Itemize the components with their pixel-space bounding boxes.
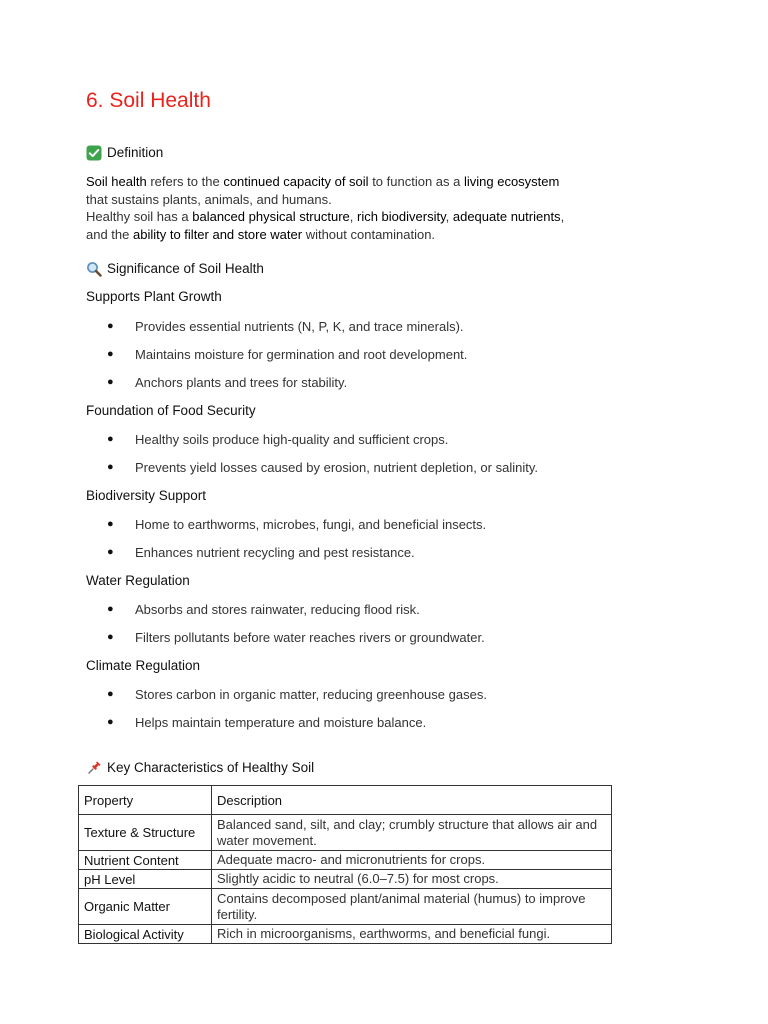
group-title-food-security: Foundation of Food Security [86, 403, 256, 418]
bullet-dot: ● [107, 603, 114, 615]
table-row [79, 870, 612, 889]
list-item [107, 544, 415, 561]
list-item [107, 431, 448, 448]
cell-description: Adequate macro- and micronutrients for crops. [212, 851, 612, 870]
list-item [107, 601, 420, 618]
bullet-dot: ● [107, 546, 114, 558]
text-run: without contamination. [302, 226, 436, 242]
bold-term: continued capacity of soil [223, 174, 369, 189]
list-item-text: Maintains moisture for germination and root development. [135, 347, 468, 362]
list-item-text: Anchors plants and trees for stability. [135, 375, 348, 390]
bold-term: living ecosystem [463, 174, 560, 189]
cell-property: Biological Activity [79, 925, 212, 944]
bullet-dot: ● [107, 320, 114, 332]
table-row [79, 925, 612, 944]
bold-term: Soil health [86, 174, 147, 189]
definition-heading-text: Definition [107, 145, 164, 160]
text-run: , [445, 209, 453, 224]
text-run: , [349, 209, 357, 224]
text-run: refers to the [146, 174, 224, 189]
cell-property: Nutrient Content [79, 851, 212, 870]
definition-line-3 [86, 208, 646, 226]
bullet-dot: ● [107, 518, 114, 530]
bold-term: ability to filter and store water [133, 226, 303, 242]
text-run: , [560, 209, 565, 224]
list-item-text: Provides essential nutrients (N, P, K, and trace minerals). [135, 319, 464, 334]
characteristics-heading-text: Key Characteristics of Healthy Soil [107, 760, 315, 775]
definition-line-4 [86, 226, 646, 244]
list-item [107, 629, 485, 646]
group-title-water-regulation: Water Regulation [86, 573, 190, 588]
bullet-dot: ● [107, 716, 114, 728]
cell-description: Slightly acidic to neutral (6.0–7.5) for most crops. [212, 870, 612, 889]
list-item-text: Prevents yield losses caused by erosion, nutrient depletion, or salinity. [135, 460, 538, 475]
list-item-text: Helps maintain temperature and moisture balance. [135, 715, 427, 730]
pushpin-icon [86, 760, 102, 776]
table-row [79, 815, 612, 851]
list-item [107, 714, 426, 731]
list-item-text: Filters pollutants before water reaches rivers or groundwater. [135, 630, 485, 645]
cell-property: Organic Matter [79, 889, 212, 925]
definition-paragraph [86, 173, 646, 243]
table-header-row [79, 786, 612, 815]
header-property: Property [79, 786, 212, 815]
significance-heading-text: Significance of Soil Health [107, 261, 264, 276]
text-run: to function as a [368, 174, 464, 189]
bullet-dot: ● [107, 631, 114, 643]
bullet-dot: ● [107, 376, 114, 388]
group-title-plant-growth: Supports Plant Growth [86, 289, 222, 304]
list-item [107, 318, 464, 335]
cell-property: Texture & Structure [79, 815, 212, 851]
cell-description: Balanced sand, silt, and clay; crumbly structure that allows air and water movement. [212, 815, 612, 851]
table-row [79, 889, 612, 925]
text-run: and the [86, 226, 133, 242]
bold-term: rich biodiversity [357, 209, 446, 224]
list-item [107, 686, 487, 703]
bullet-dot: ● [107, 433, 114, 445]
magnifier-icon [86, 261, 102, 277]
definition-heading [86, 144, 163, 162]
bullet-dot: ● [107, 688, 114, 700]
group-title-climate-regulation: Climate Regulation [86, 658, 201, 673]
list-item [107, 459, 538, 476]
cell-description: Contains decomposed plant/animal material (humus) to improve fertility. [212, 889, 612, 925]
characteristics-table [78, 785, 612, 944]
list-item-text: Enhances nutrient recycling and pest resistance. [135, 545, 415, 560]
significance-heading [86, 260, 264, 278]
definition-line-1 [86, 173, 646, 191]
bold-term: balanced physical structure [192, 209, 350, 224]
check-mark-icon [86, 145, 102, 161]
characteristics-heading [86, 759, 314, 777]
list-item [107, 374, 347, 391]
list-item-text: Healthy soils produce high-quality and sufficient crops. [135, 432, 449, 447]
group-title-biodiversity: Biodiversity Support [86, 488, 207, 503]
bullet-dot: ● [107, 348, 114, 360]
list-item [107, 516, 486, 533]
table-row [79, 851, 612, 870]
text-run: Healthy soil has a [86, 209, 193, 224]
bullet-dot: ● [107, 461, 114, 473]
list-item [107, 346, 467, 363]
bold-term: adequate nutrients [452, 209, 561, 224]
list-item-text: Home to earthworms, microbes, fungi, and beneficial insects. [135, 517, 487, 532]
page-title: 6. Soil Health [86, 89, 211, 112]
cell-property: pH Level [79, 870, 212, 889]
header-description: Description [212, 786, 612, 815]
cell-description: Rich in microorganisms, earthworms, and beneficial fungi. [212, 925, 612, 944]
definition-line-2: that sustains plants, animals, and humans. [86, 191, 332, 207]
list-item-text: Absorbs and stores rainwater, reducing flood risk. [135, 602, 420, 617]
list-item-text: Stores carbon in organic matter, reducing greenhouse gases. [135, 687, 487, 702]
